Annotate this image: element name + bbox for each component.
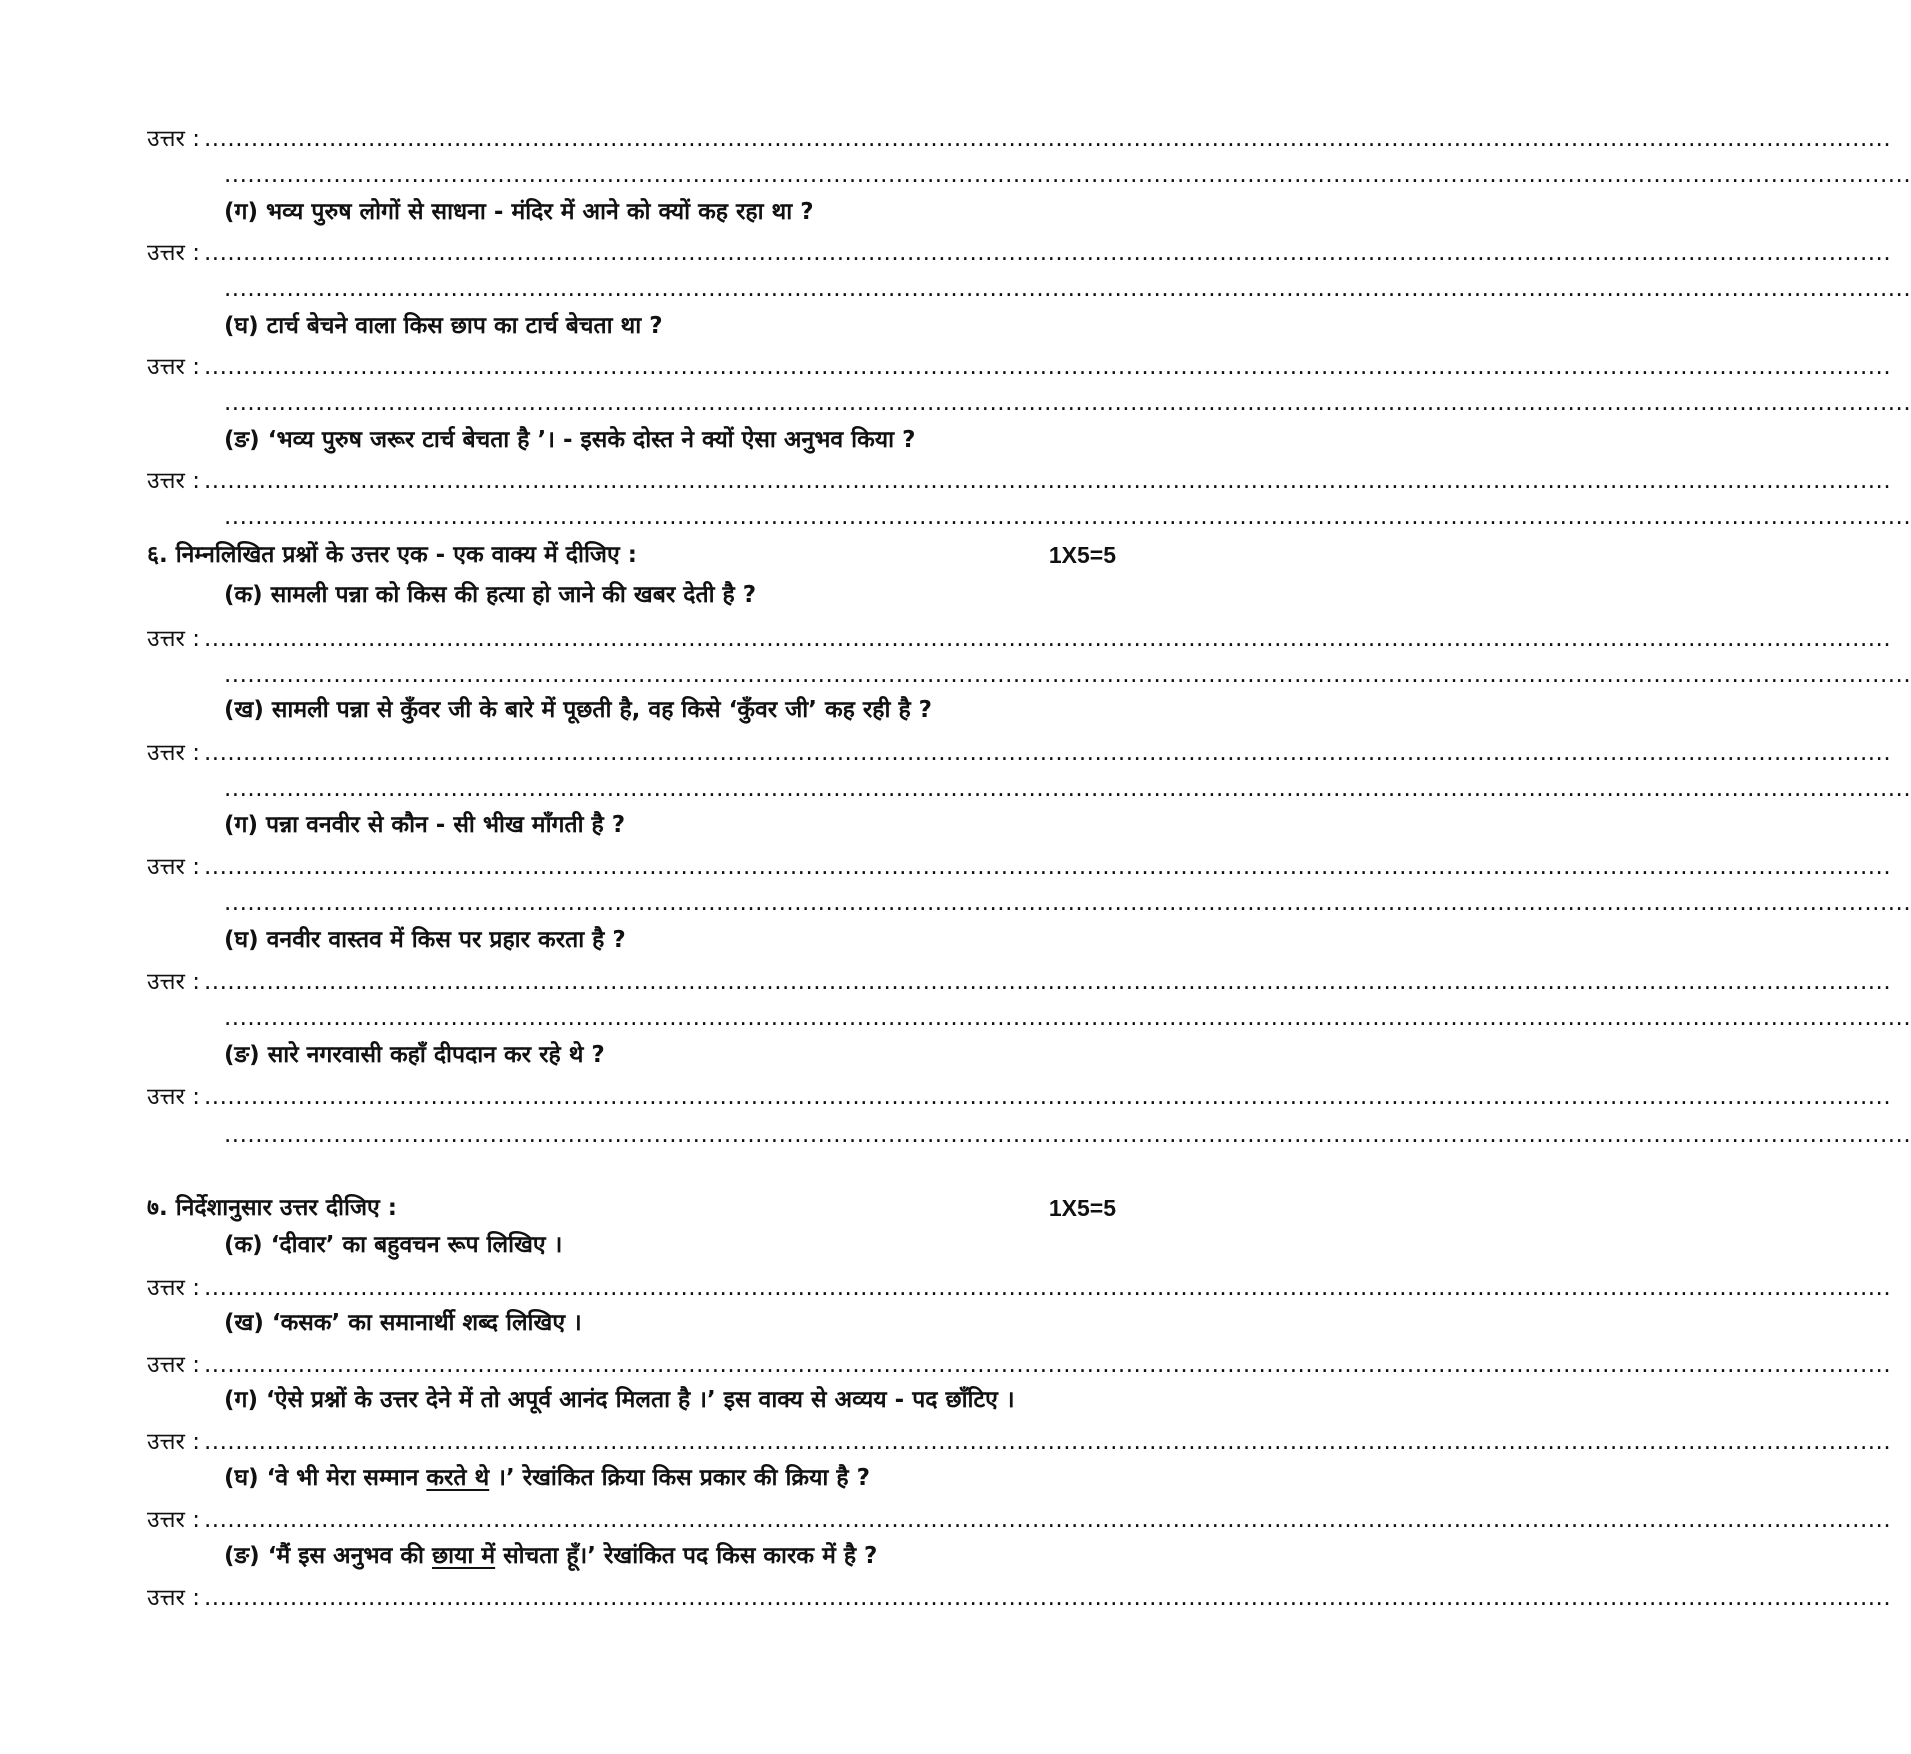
answer-line: ........................................................................................................................................................................................................................ (224, 504, 1911, 530)
question-5-g: (ग) भव्य पुरुष लोगों से साधना - मंदिर में आने को क्यों कह रहा था ? (224, 199, 814, 225)
answer-label: उत्तर : (147, 1275, 200, 1301)
answer-line: ........................................................................................................................................................................................................................ (204, 126, 1892, 152)
question-7-nga: (ङ) ‘मैं इस अनुभव की छाया में सोचता हूँ।’ रेखांकित पद किस कारक में है ? (224, 1543, 878, 1569)
answer-label: उत्तर : (147, 354, 200, 380)
question-7-gha: (घ) ‘वे भी मेरा सम्मान करते थे ।’ रेखांकित क्रिया किस प्रकार की क्रिया है ? (224, 1465, 870, 1491)
answer-line: ........................................................................................................................................................................................................................ (204, 354, 1892, 380)
question-6-nga: (ङ) सारे नगरवासी कहाँ दीपदान कर रहे थे ? (224, 1042, 605, 1068)
answer-label: उत्तर : (147, 1507, 200, 1533)
question-6-gha: (घ) वनवीर वास्तव में किस पर प्रहार करता है ? (224, 927, 626, 953)
answer-label: उत्तर : (147, 740, 200, 766)
answer-line: ........................................................................................................................................................................................................................ (204, 969, 1892, 995)
question-7-kha: (ख) ‘कसक’ का समानार्थी शब्द लिखिए । (224, 1310, 582, 1336)
answer-line: ........................................................................................................................................................................................................................ (204, 1352, 1892, 1378)
answer-line: ........................................................................................................................................................................................................................ (204, 240, 1892, 266)
answer-label: उत्तर : (147, 468, 200, 494)
answer-label: उत्तर : (147, 854, 200, 880)
answer-line: ........................................................................................................................................................................................................................ (224, 1005, 1911, 1031)
answer-line: ........................................................................................................................................................................................................................ (204, 1429, 1892, 1455)
question-5-gh: (घ) टार्च बेचने वाला किस छाप का टार्च बेचता था ? (224, 313, 663, 339)
answer-line: ........................................................................................................................................................................................................................ (224, 776, 1911, 802)
answer-line: ........................................................................................................................................................................................................................ (204, 626, 1892, 652)
answer-label: उत्तर : (147, 626, 200, 652)
answer-label: उत्तर : (147, 240, 200, 266)
underlined-verb: करते थे (426, 1465, 490, 1491)
answer-line: ........................................................................................................................................................................................................................ (204, 854, 1892, 880)
answer-line: ........................................................................................................................................................................................................................ (204, 1507, 1892, 1533)
question-6-ga: (ग) पन्ना वनवीर से कौन - सी भीख माँगती है ? (224, 812, 626, 838)
question-6-kha: (ख) सामली पन्ना से कुँवर जी के बारे में पूछती है, वह किसे ‘कुँवर जी’ कह रही है ? (224, 697, 933, 723)
answer-line: ........................................................................................................................................................................................................................ (204, 1585, 1892, 1611)
answer-line: ........................................................................................................................................................................................................................ (204, 468, 1892, 494)
answer-label: उत्तर : (147, 969, 200, 995)
answer-line: ........................................................................................................................................................................................................................ (224, 662, 1911, 688)
answer-line: ........................................................................................................................................................................................................................ (224, 1122, 1911, 1148)
section-7-heading: ७. निर्देशानुसार उत्तर दीजिए : (147, 1195, 397, 1221)
answer-line: ........................................................................................................................................................................................................................ (204, 1275, 1892, 1301)
section-6-heading: ६. निम्नलिखित प्रश्नों के उत्तर एक - एक वाक्य में दीजिए : (147, 542, 637, 568)
answer-label: उत्तर : (147, 126, 200, 152)
section-7-marks: 1X5=5 (1048, 1195, 1116, 1221)
answer-label: उत्तर : (147, 1585, 200, 1611)
answer-line: ........................................................................................................................................................................................................................ (224, 890, 1911, 916)
answer-label: उत्तर : (147, 1352, 200, 1378)
answer-line: ........................................................................................................................................................................................................................ (204, 1084, 1892, 1110)
answer-line: ........................................................................................................................................................................................................................ (224, 276, 1911, 302)
question-6-ka: (क) सामली पन्ना को किस की हत्या हो जाने की खबर देती है ? (224, 582, 757, 608)
answer-line: ........................................................................................................................................................................................................................ (224, 162, 1911, 188)
answer-line: ........................................................................................................................................................................................................................ (224, 390, 1911, 416)
answer-label: उत्तर : (147, 1429, 200, 1455)
answer-line: ........................................................................................................................................................................................................................ (204, 740, 1892, 766)
section-6-marks: 1X5=5 (1048, 542, 1116, 568)
question-7-ka: (क) ‘दीवार’ का बहुवचन रूप लिखिए । (224, 1232, 563, 1258)
underlined-phrase: छाया में (431, 1543, 496, 1569)
answer-label: उत्तर : (147, 1084, 200, 1110)
question-5-ng: (ङ) ‘भव्य पुरुष जरूर टार्च बेचता है ’। - इसके दोस्त ने क्यों ऐसा अनुभव किया ? (224, 427, 916, 453)
question-7-ga: (ग) ‘ऐसे प्रश्नों के उत्तर देने में तो अपूर्व आनंद मिलता है ।’ इस वाक्य से अव्यय - पद छाँटिए । (224, 1387, 1015, 1413)
